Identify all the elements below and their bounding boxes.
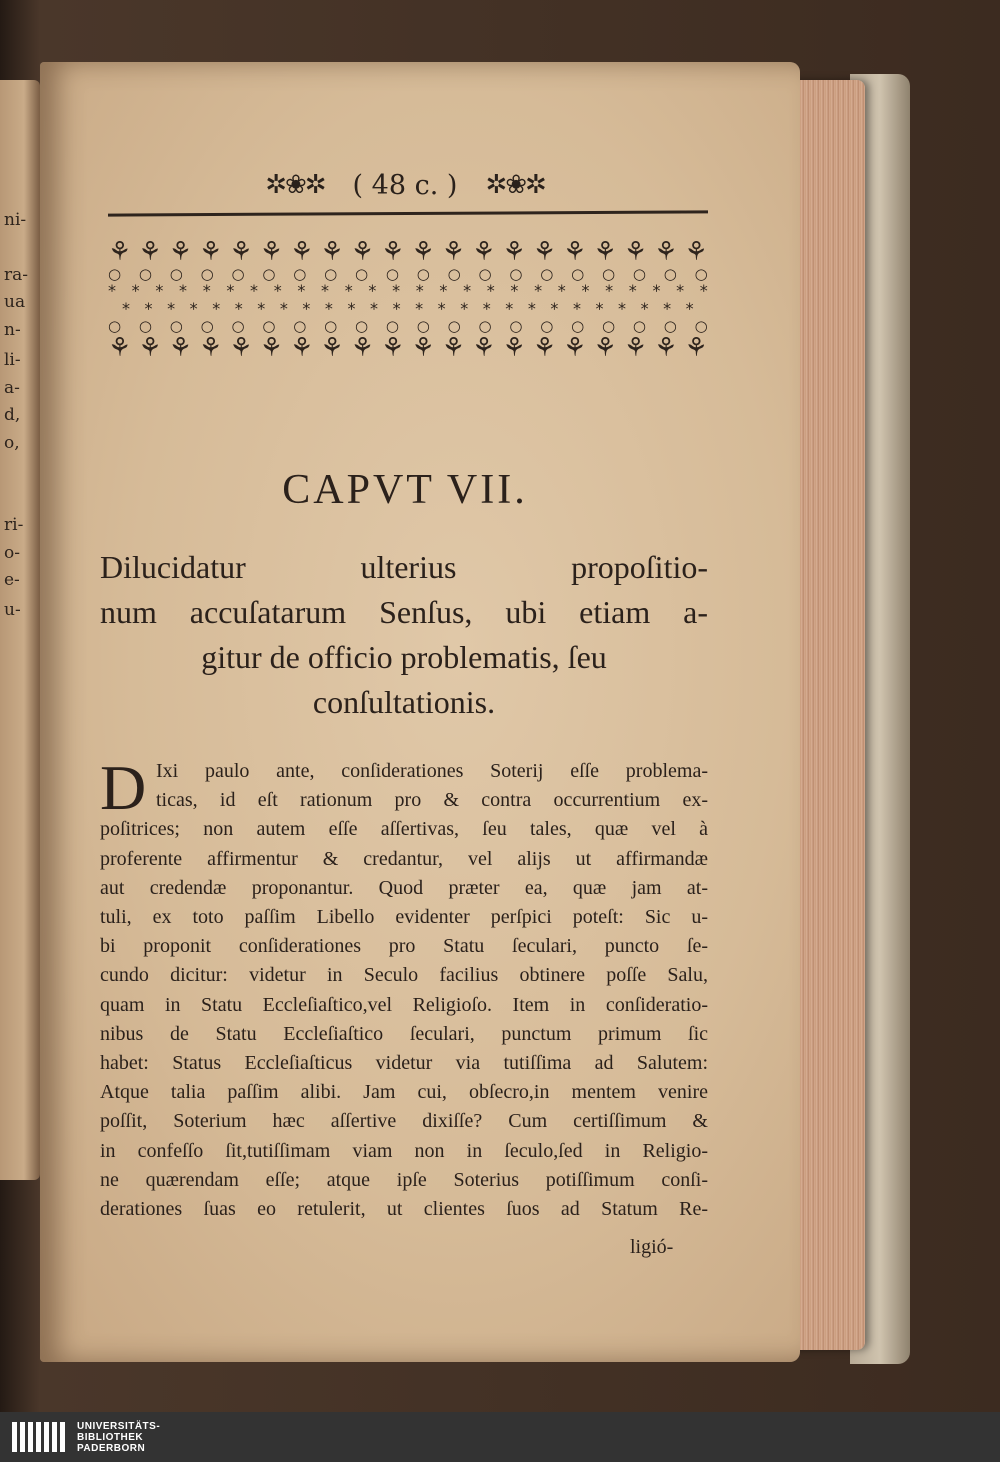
ornament-glyph: * — [226, 281, 235, 300]
ornament-glyph: * — [460, 299, 469, 318]
ornament-glyph: * — [167, 299, 176, 318]
ornament-glyph: * — [122, 299, 130, 318]
body-line: ne quærendam eſſe; atque ipſe Soterius potiſſimum conſi- — [100, 1168, 708, 1191]
ornament-glyph: ⚘ — [108, 237, 132, 267]
ornament-glyph: * — [699, 281, 708, 300]
ornament-glyph: ⚘ — [623, 333, 648, 363]
left-page-fragment: ri- — [4, 515, 24, 535]
ornament-glyph: ○ — [138, 265, 152, 283]
ornament-glyph: ○ — [200, 265, 214, 283]
ornament-glyph: * — [347, 299, 356, 318]
ornament-glyph: ⚘ — [168, 333, 192, 363]
body-line: ticas, id eſt rationum pro & contra occurrentium ex- — [156, 789, 708, 812]
ornament-glyph: ⚘ — [350, 237, 375, 267]
ornament-glyph: ⚘ — [502, 333, 526, 363]
ornament-glyph: ⚘ — [563, 237, 587, 267]
left-page-fragment: ua — [4, 292, 26, 312]
ornament-glyph: ○ — [138, 317, 152, 335]
ornament-glyph: ○ — [355, 317, 369, 335]
library-name — [77, 1421, 160, 1454]
body-line: poſitrices; non autem eſſe aſſertivas, ſeu tales, quæ vel à — [100, 818, 708, 841]
chapter-subtitle — [100, 545, 708, 725]
body-line: aut credendæ proponantur. Quod præter ea, quæ jam at- — [100, 876, 708, 899]
library-name-line: PADERBORN — [77, 1442, 146, 1454]
ornament-glyph: ○ — [355, 265, 369, 283]
ornament-glyph: ⚘ — [381, 237, 405, 267]
body-text — [100, 752, 708, 1224]
ornament-glyph: ○ — [571, 265, 585, 283]
ornament-glyph: ⚘ — [199, 333, 223, 363]
ornament-glyph: ○ — [694, 265, 708, 283]
ornament-glyph: * — [640, 299, 649, 318]
ornament-row-stems-bottom — [108, 334, 708, 362]
ornament-glyph: * — [652, 281, 661, 300]
ornament-glyph: ⚘ — [199, 237, 223, 267]
ornament-glyph: ○ — [571, 317, 585, 335]
ornament-glyph: * — [250, 281, 259, 300]
ornament-glyph: ⚘ — [229, 237, 253, 267]
decorative-border — [108, 238, 708, 418]
ornament-glyph: ○ — [324, 265, 338, 283]
ornament-glyph: ○ — [602, 317, 616, 335]
ornament-glyph: ○ — [385, 265, 399, 283]
body-line: poſſit, Soterium hæc aſſertive dixiſſe? Cum certiſſimum & — [100, 1110, 708, 1133]
body-line: in confeſſo ſit,tutiſſimam viam non in ſeculo,ſed in Religio- — [100, 1139, 708, 1162]
library-name-line: BIBLIOTHEK — [77, 1431, 144, 1443]
ornament-glyph: * — [486, 281, 495, 300]
ornament-glyph: * — [202, 281, 211, 300]
catchword: ligió- — [630, 1236, 674, 1258]
body-line: Atque talia paſſim alibi. Jam cui, obſecro,in mentem venire — [100, 1081, 708, 1104]
ornament-glyph: * — [279, 299, 288, 318]
ornament-glyph: * — [368, 281, 377, 300]
left-page-fragment: o, — [4, 433, 20, 453]
ornament-glyph: ○ — [478, 317, 492, 335]
ornament-glyph: * — [685, 299, 694, 318]
ornament-glyph: ○ — [108, 265, 122, 283]
ornament-glyph: * — [324, 299, 333, 318]
ornament-glyph: ⚘ — [532, 237, 557, 267]
left-page-fragment: a- — [4, 378, 20, 398]
ornament-glyph: * — [189, 299, 198, 318]
ornament-glyph: ⚘ — [259, 237, 284, 267]
body-line: quam in Statu Eccleſiaſtico,vel Religioſo. Item in conſideratio- — [100, 993, 708, 1016]
ornament-glyph: * — [595, 299, 604, 318]
ornament-glyph: ⚘ — [108, 333, 132, 363]
left-page-fragment: ni- — [4, 210, 27, 230]
ornament-glyph: ⚘ — [593, 333, 617, 363]
ornament-glyph: * — [581, 281, 590, 300]
left-page-fragment: u- — [4, 600, 21, 620]
ornament-glyph: * — [527, 299, 536, 318]
ornament-row-circles-bottom — [108, 318, 708, 334]
ornament-glyph: ○ — [447, 265, 461, 283]
ornament-glyph: ○ — [169, 317, 183, 335]
ornament-glyph: ○ — [540, 265, 554, 283]
ornament-glyph: * — [628, 281, 637, 300]
ornament-glyph: * — [663, 299, 672, 318]
ornament-glyph: * — [212, 299, 221, 318]
ornament-glyph: ⚘ — [563, 333, 587, 363]
ornament-glyph: * — [415, 299, 424, 318]
ornament-glyph: * — [370, 299, 379, 318]
ornament-glyph: * — [144, 299, 153, 318]
ornament-glyph: * — [618, 299, 627, 318]
ornament-glyph: ⚘ — [472, 333, 496, 363]
ornament-glyph: ⚘ — [441, 237, 466, 267]
ornament-glyph: ○ — [262, 265, 276, 283]
ornament-glyph: ○ — [663, 317, 677, 335]
body-line: proferente affirmentur & credantur, vel alijs ut affirmandæ — [100, 847, 708, 870]
ornament-glyph: * — [415, 281, 424, 300]
running-header — [235, 165, 575, 205]
ornament-glyph: * — [108, 281, 116, 300]
ornament-glyph: ⚘ — [472, 237, 496, 267]
subtitle-line: conſultationis. — [312, 684, 496, 720]
library-logo-icon — [12, 1422, 65, 1452]
ornament-glyph: * — [676, 281, 685, 300]
ornament-glyph: ⚘ — [138, 333, 162, 363]
ornament-glyph: ○ — [293, 317, 307, 335]
ornament-glyph: ⚘ — [441, 333, 466, 363]
drop-cap: D — [100, 752, 147, 823]
ornament-glyph: * — [534, 281, 543, 300]
left-page-fragment: e- — [4, 570, 20, 590]
body-line: derationes ſuas eo retulerit, ut clientes ſuos ad Statum Re- — [100, 1198, 708, 1221]
ornament-glyph: * — [437, 299, 446, 318]
ornament-glyph: ⚘ — [684, 333, 708, 363]
ornament-glyph: ⚘ — [229, 333, 253, 363]
ornament-glyph: ○ — [509, 265, 523, 283]
ornament-glyph: ⚘ — [654, 333, 678, 363]
ornament-glyph: * — [234, 299, 243, 318]
ornament-glyph: ⚘ — [320, 333, 344, 363]
ornament-glyph: * — [257, 299, 266, 318]
page-edges — [790, 80, 865, 1350]
ornament-glyph: * — [302, 299, 311, 318]
ornament-glyph: ○ — [694, 317, 708, 335]
ornament-glyph: * — [297, 281, 306, 300]
left-page-fragment: ra- — [4, 265, 29, 285]
library-footer — [0, 1412, 1000, 1462]
ornament-glyph: * — [344, 281, 353, 300]
header-ornament-left: ✲❀✲ — [265, 170, 325, 200]
ornament-glyph: * — [557, 281, 566, 300]
body-line: tuli, ex toto paſſim Libello evidenter perſpici poteſt: Sic u- — [100, 906, 708, 929]
ornament-glyph: ⚘ — [593, 237, 617, 267]
ornament-row-stars-top — [108, 282, 708, 300]
ornament-glyph: ○ — [602, 265, 616, 283]
chapter-title: CAPVT VII. — [282, 467, 528, 513]
ornament-glyph: ⚘ — [290, 333, 314, 363]
ornament-glyph: ○ — [632, 317, 646, 335]
ornament-glyph: * — [392, 281, 401, 300]
left-page-fragment: li- — [4, 350, 21, 370]
ornament-glyph: * — [273, 281, 282, 300]
subtitle-line: num accuſatarum Senſus, ubi etiam a- — [100, 594, 708, 630]
ornament-glyph: ⚘ — [259, 333, 284, 363]
left-page-fragment: o- — [4, 543, 20, 563]
ornament-glyph: ○ — [447, 317, 461, 335]
ornament-glyph: ⚘ — [654, 237, 678, 267]
ornament-glyph: ⚘ — [168, 237, 192, 267]
page-number: ( 48 c. ) — [352, 169, 458, 201]
ornament-glyph: ⚘ — [684, 237, 708, 267]
ornament-glyph: ⚘ — [502, 237, 526, 267]
ornament-glyph: ○ — [231, 317, 245, 335]
ornament-glyph: ⚘ — [138, 237, 162, 267]
ornament-glyph: ○ — [632, 265, 646, 283]
ornament-glyph: ○ — [231, 265, 245, 283]
body-line: nibus de Statu Eccleſiaſtico ſeculari, punctum primum ſic — [100, 1022, 708, 1045]
ornament-glyph: ○ — [108, 317, 122, 335]
ornament-glyph: * — [179, 281, 188, 300]
left-page-fragment: d, — [4, 405, 21, 425]
body-line: cundo dicitur: videtur in Seculo facilius obtinere poſſe Salu, — [100, 964, 708, 987]
ornament-glyph: ⚘ — [623, 237, 648, 267]
ornament-glyph: * — [321, 281, 330, 300]
ornament-row-stems-top — [108, 238, 708, 266]
ornament-glyph: ○ — [416, 317, 430, 335]
ornament-row-stars-bottom — [108, 300, 708, 318]
body-line: bi proponit conſiderationes pro Statu ſeculari, puncto ſe- — [100, 935, 708, 958]
ornament-glyph: ○ — [663, 265, 677, 283]
ornament-glyph: ○ — [509, 317, 523, 335]
ornament-glyph: ○ — [416, 265, 430, 283]
subtitle-line: Dilucidatur ulterius propoſitio- — [100, 549, 708, 585]
library-name-line: UNIVERSITÄTS- — [77, 1420, 161, 1432]
ornament-glyph: ○ — [262, 317, 276, 335]
subtitle-line: gitur de officio problematis, ſeu — [201, 639, 607, 675]
ornament-glyph: * — [131, 281, 140, 300]
ornament-glyph: ○ — [385, 317, 399, 335]
ornament-glyph: ○ — [169, 265, 183, 283]
ornament-glyph: * — [155, 281, 164, 300]
ornament-row-circles-top — [108, 266, 708, 282]
ornament-glyph: * — [605, 281, 614, 300]
ornament-glyph: ⚘ — [381, 333, 405, 363]
ornament-glyph: * — [505, 299, 514, 318]
ornament-glyph: * — [439, 281, 448, 300]
ornament-glyph: ○ — [478, 265, 492, 283]
body-line: Ixi paulo ante, conſiderationes Soterij eſſe problema- — [156, 760, 708, 782]
ornament-glyph: * — [550, 299, 559, 318]
ornament-glyph: ⚘ — [320, 237, 344, 267]
ornament-glyph: ⚘ — [532, 333, 557, 363]
ornament-glyph: * — [510, 281, 519, 300]
ornament-glyph: ○ — [324, 317, 338, 335]
ornament-glyph: * — [482, 299, 491, 318]
ornament-glyph: ○ — [293, 265, 307, 283]
ornament-glyph: ⚘ — [411, 237, 435, 267]
ornament-glyph: * — [463, 281, 472, 300]
left-page-edge — [0, 80, 40, 1180]
ornament-glyph: ○ — [540, 317, 554, 335]
ornament-glyph: ⚘ — [350, 333, 375, 363]
body-line: habet: Status Eccleſiaſticus videtur via tutiſſima ad Salutem: — [100, 1052, 708, 1075]
left-page-fragment: n- — [4, 320, 21, 340]
ornament-glyph: ⚘ — [411, 333, 435, 363]
header-ornament-right: ✲❀✲ — [485, 170, 545, 200]
ornament-glyph: ⚘ — [290, 237, 314, 267]
ornament-glyph: ○ — [200, 317, 214, 335]
ornament-glyph: * — [572, 299, 581, 318]
ornament-glyph: * — [392, 299, 401, 318]
